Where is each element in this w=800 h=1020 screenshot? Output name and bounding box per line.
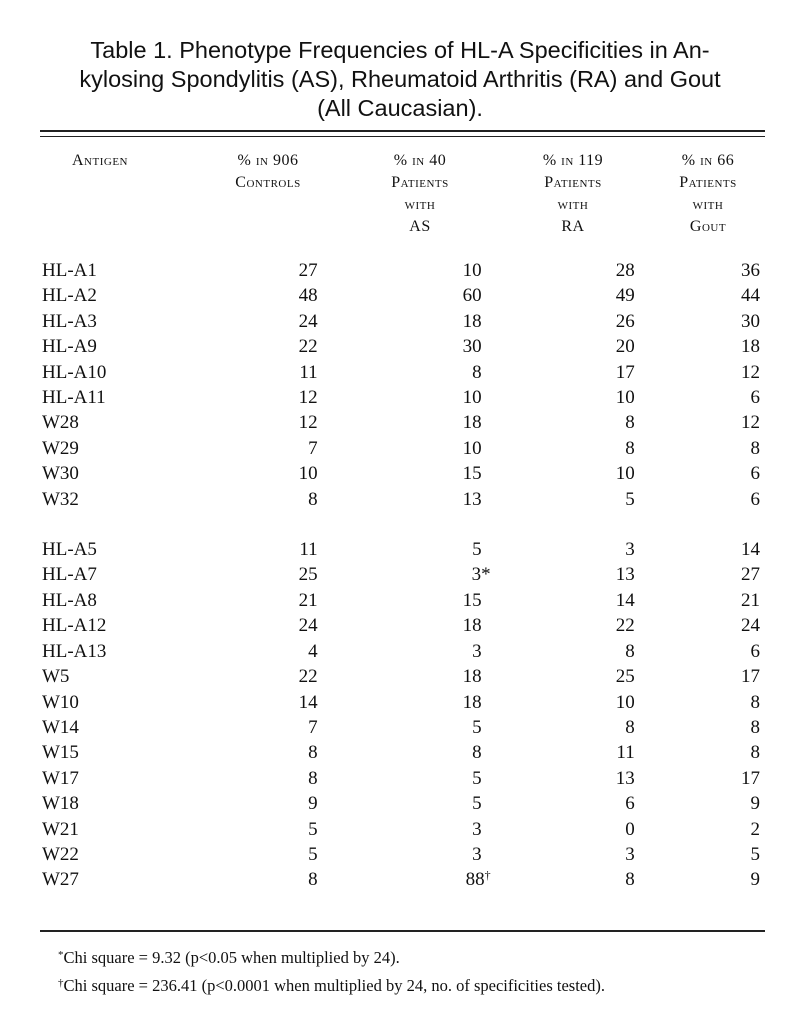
cell-value: HL-A9 [42,336,97,358]
cell-antigen [40,461,191,486]
table-row [40,410,760,435]
table-row [40,588,760,613]
cell-value: 26 [615,310,635,332]
cell-antigen [40,436,191,461]
cell-gout [635,461,760,486]
cell-antigen [40,613,191,638]
cell-value: 8 [750,742,760,764]
cell-antigen [40,867,191,892]
cell-value: W14 [42,716,79,738]
cell-antigen [40,766,191,791]
cell-ra [491,715,635,740]
cell-value: 12 [741,361,760,383]
cell-as [318,842,491,867]
table-row [40,690,760,715]
cell-as [318,588,491,613]
table-row [40,334,760,359]
cell-value: W15 [42,742,79,764]
cell-as [318,410,491,435]
cell-ra [491,613,635,638]
cell-value: 49 [615,285,635,307]
cell-ra [491,766,635,791]
cell-value: 15 [462,463,482,485]
cell-value: W21 [42,818,79,840]
cell-controls [191,360,317,385]
cell-antigen [40,562,191,587]
cell-value: 14 [741,539,760,561]
cell-as [318,385,491,410]
cell-gout [635,690,760,715]
cell-gout [635,740,760,765]
cell-value: 5 [472,767,482,789]
cell-value: 5 [308,818,318,840]
cell-controls [191,385,317,410]
cell-value: 27 [741,564,760,586]
cell-as [318,740,491,765]
cell-as [318,334,491,359]
cell-controls [191,664,317,689]
cell-ra [491,309,635,334]
table-row [40,817,760,842]
cell-value: 21 [298,589,318,611]
cell-controls [191,410,317,435]
cell-value: W27 [42,869,79,891]
cell-value: 7 [308,437,318,459]
cell-antigen [40,690,191,715]
cell-value: 10 [462,387,482,409]
column-header-ra: % in 119 Patients with RA [542,152,604,235]
cell-value: 17 [741,767,760,789]
cell-value: 18 [462,691,482,713]
table-row [40,461,760,486]
cell-gout [635,385,760,410]
cell-value: W22 [42,843,79,865]
table-title [30,36,770,123]
cell-gout [635,436,760,461]
table-row [40,766,760,791]
cell-value: 8 [308,869,318,891]
cell-controls [191,562,317,587]
cell-antigen [40,817,191,842]
cell-value: 9 [308,793,318,815]
cell-controls [191,461,317,486]
cell-antigen [40,360,191,385]
cell-antigen [40,791,191,816]
cell-value: 18 [462,310,482,332]
cell-as [318,537,491,562]
cell-value: 11 [616,742,635,764]
cell-value: 30 [462,336,482,358]
cell-value: 14 [615,589,635,611]
cell-controls [191,588,317,613]
cell-value: HL-A10 [42,361,107,383]
table-row [40,360,760,385]
cell-value: 21 [741,589,760,611]
cell-gout [635,334,760,359]
footnote-mark: † [58,977,64,989]
cell-value: 17 [615,361,635,383]
cell-value: 25 [298,564,318,586]
cell-antigen [40,487,191,512]
cell-value: 15 [462,589,482,611]
cell-value: 7 [308,716,318,738]
cell-antigen [40,715,191,740]
cell-value: 3 [472,640,482,662]
cell-value: 12 [741,412,760,434]
cell-value: 9 [750,793,760,815]
significance-mark: * [481,564,491,586]
cell-value: 18 [462,666,482,688]
cell-controls [191,867,317,892]
cell-controls [191,817,317,842]
significance-mark: † [484,868,491,883]
cell-controls [191,740,317,765]
top-rule [40,130,765,132]
cell-controls [191,487,317,512]
cell-value: 27 [298,260,318,281]
top-rule-thin [40,136,765,137]
cell-antigen [40,385,191,410]
table-row [40,715,760,740]
cell-value: 25 [615,666,635,688]
cell-value: HL-A8 [42,589,97,611]
cell-value: 22 [615,615,635,637]
cell-value: 11 [299,361,318,383]
cell-ra [491,537,635,562]
table-row [40,613,760,638]
cell-controls [191,639,317,664]
cell-controls [191,283,317,308]
cell-as [318,867,491,892]
cell-gout [635,487,760,512]
cell-value: HL-A1 [42,260,97,281]
cell-as [318,487,491,512]
cell-ra [491,436,635,461]
cell-value: W28 [42,412,79,434]
cell-value: HL-A7 [42,564,97,586]
cell-value: 8 [625,716,635,738]
cell-ra [491,664,635,689]
cell-as [318,309,491,334]
footnote-text: Chi square = 9.32 (p<0.05 when multiplied by 24). [63,948,400,967]
cell-value: 8 [625,640,635,662]
dagger-mark [485,868,491,882]
table-row [40,664,760,689]
cell-value: 3 [625,843,635,865]
cell-value: 11 [299,539,318,561]
cell-ra [491,410,635,435]
cell-value: 22 [298,666,318,688]
cell-value: 10 [615,387,635,409]
cell-value: 14 [298,691,318,713]
cell-value: HL-A12 [42,615,107,637]
cell-value: W17 [42,767,79,789]
cell-controls [191,258,317,283]
cell-value: 10 [462,437,482,459]
table-row [40,385,760,410]
cell-value: 8 [625,869,635,891]
table-row [40,791,760,816]
cell-gout [635,588,760,613]
cell-controls [191,436,317,461]
cell-as [318,664,491,689]
cell-gout [635,410,760,435]
cell-antigen [40,258,191,283]
cell-value: 20 [615,336,635,358]
cell-value: 3 [625,539,635,561]
cell-antigen [40,537,191,562]
cell-as [318,690,491,715]
cell-value: 48 [298,285,318,307]
cell-value: 18 [462,615,482,637]
cell-as [318,715,491,740]
cell-value: 6 [750,387,760,409]
cell-ra [491,639,635,664]
cell-antigen [40,664,191,689]
footnote-2 [58,975,778,997]
cell-antigen [40,334,191,359]
cell-as [318,639,491,664]
cell-value: W5 [42,666,70,688]
cell-controls [191,613,317,638]
cell-value: 8 [472,361,482,383]
cell-value: 3 [472,843,482,865]
cell-gout [635,842,760,867]
cell-value: 8 [308,742,318,764]
cell-as [318,258,491,283]
cell-controls [191,715,317,740]
cell-ra [491,817,635,842]
column-header-gout: % in 66 Patients with Gout [679,152,737,235]
cell-value: 6 [750,488,760,510]
cell-gout [635,613,760,638]
cell-value: HL-A13 [42,640,107,662]
cell-antigen [40,309,191,334]
cell-value: 5 [472,539,482,561]
cell-value: 13 [615,767,635,789]
cell-value: 13 [462,488,482,510]
cell-as [318,817,491,842]
cell-ra [491,791,635,816]
column-header-as: % in 40 Patients with AS [391,152,449,235]
cell-controls [191,690,317,715]
title-line: Table 1. Phenotype Frequencies of HL-A Specificities in An- [90,37,710,63]
footnote-mark: * [58,949,64,961]
cell-ra [491,461,635,486]
cell-value: 5 [472,793,482,815]
cell-value: 5 [750,843,760,865]
cell-value: 8 [625,412,635,434]
cell-gout [635,791,760,816]
cell-controls [191,766,317,791]
cell-value: 8 [750,691,760,713]
cell-antigen [40,639,191,664]
cell-controls [191,537,317,562]
table-row [40,258,760,283]
cell-value: 8 [308,767,318,789]
cell-gout [635,283,760,308]
column-header-controls: % in 906 Controls [235,152,301,191]
cell-controls [191,791,317,816]
cell-as [318,283,491,308]
footnote-text: Chi square = 236.41 (p<0.0001 when multiplied by 24, no. of specificities tested). [63,976,605,995]
cell-as [318,436,491,461]
cell-antigen [40,740,191,765]
cell-antigen [40,842,191,867]
cell-gout [635,309,760,334]
cell-value: 60 [462,285,482,307]
cell-value: 30 [741,310,760,332]
cell-value: 6 [625,793,635,815]
table-row [40,842,760,867]
cell-as [318,613,491,638]
cell-antigen [40,283,191,308]
cell-value: 18 [741,336,760,358]
cell-gout [635,537,760,562]
cell-value: HL-A5 [42,539,97,561]
cell-value: W30 [42,463,79,485]
table-row [40,283,760,308]
cell-value: 44 [741,285,760,307]
cell-value: 12 [298,412,318,434]
cell-gout [635,562,760,587]
cell-value: 9 [750,869,760,891]
cell-ra [491,842,635,867]
column-header-antigen: Antigen [72,152,128,169]
table-row [40,867,760,892]
cell-value: 4 [308,640,318,662]
cell-value: HL-A2 [42,285,97,307]
cell-value: 12 [298,387,318,409]
cell-gout [635,639,760,664]
cell-value: 10 [298,463,318,485]
cell-ra [491,258,635,283]
cell-ra [491,360,635,385]
cell-gout [635,258,760,283]
phenotype-table [40,258,760,893]
cell-value: W10 [42,691,79,713]
cell-antigen [40,588,191,613]
cell-value: 24 [298,615,318,637]
table-row [40,487,760,512]
cell-value: 13 [615,564,635,586]
cell-value: 22 [298,336,318,358]
cell-ra [491,562,635,587]
cell-controls [191,842,317,867]
cell-value: 8 [308,488,318,510]
cell-value: 8 [750,437,760,459]
title-line: kylosing Spondylitis (AS), Rheumatoid Arthritis (RA) and Gout [79,66,721,92]
cell-value: 8 [472,742,482,764]
cell-as [318,562,491,587]
cell-value: 6 [750,463,760,485]
cell-value: 5 [625,488,635,510]
cell-value: 17 [741,666,760,688]
cell-controls [191,334,317,359]
cell-value: 88 [465,869,485,891]
cell-value: 10 [615,691,635,713]
footnote-1 [58,947,778,969]
cell-value: 36 [741,260,760,281]
title-line: (All Caucasian). [317,95,483,121]
cell-as [318,360,491,385]
table-row [40,740,760,765]
cell-value: 8 [750,716,760,738]
cell-value: 3 [472,818,482,840]
cell-ra [491,487,635,512]
cell-value: 5 [472,716,482,738]
cell-gout [635,817,760,842]
bottom-rule [40,930,765,932]
cell-value: 10 [462,260,482,281]
group-spacer [40,512,760,537]
cell-value: 2 [750,818,760,840]
cell-ra [491,283,635,308]
cell-value: W29 [42,437,79,459]
spacer-cell [40,512,760,537]
cell-value: 28 [615,260,635,281]
cell-gout [635,766,760,791]
cell-value: W18 [42,793,79,815]
cell-value: HL-A11 [42,387,106,409]
cell-value: 8 [625,437,635,459]
table-row [40,639,760,664]
cell-ra [491,588,635,613]
cell-value: 24 [298,310,318,332]
cell-value: 0 [625,818,635,840]
cell-value: 10 [615,463,635,485]
cell-value: 24 [741,615,760,637]
cell-ra [491,740,635,765]
table-row [40,562,760,587]
cell-ra [491,385,635,410]
cell-as [318,766,491,791]
cell-ra [491,690,635,715]
cell-gout [635,867,760,892]
cell-antigen [40,410,191,435]
cell-value: 3 [471,564,482,586]
cell-value: 5 [308,843,318,865]
cell-as [318,461,491,486]
cell-value: HL-A3 [42,310,97,332]
table-row [40,436,760,461]
cell-value: W32 [42,488,79,510]
cell-as [318,791,491,816]
cell-ra [491,334,635,359]
table-row [40,309,760,334]
cell-gout [635,360,760,385]
cell-gout [635,664,760,689]
cell-gout [635,715,760,740]
cell-controls [191,309,317,334]
cell-value: 6 [750,640,760,662]
cell-ra [491,867,635,892]
cell-value: 18 [462,412,482,434]
table-row [40,537,760,562]
